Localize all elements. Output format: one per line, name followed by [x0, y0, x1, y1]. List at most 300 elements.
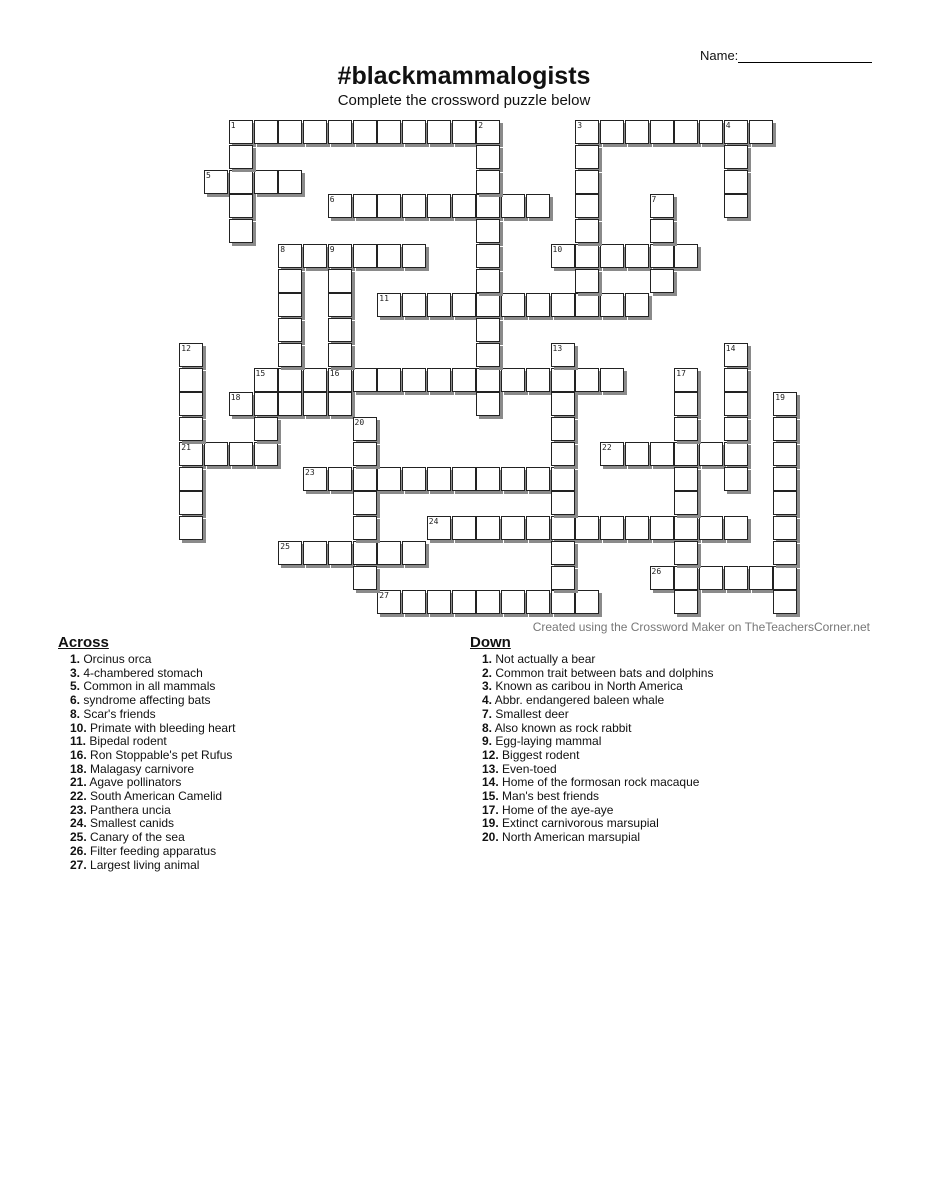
clue-num: 21.	[70, 775, 87, 790]
across-clues	[58, 634, 235, 872]
crossword-cell[interactable]	[575, 293, 599, 317]
crossword-cell[interactable]	[600, 368, 624, 392]
across-clue-list	[58, 653, 235, 872]
page-title: #blackmammalogists	[337, 62, 591, 90]
crossword-cell[interactable]	[278, 318, 302, 342]
clue-text: Biggest rodent	[498, 747, 580, 762]
crossword-cell[interactable]	[724, 368, 748, 392]
crossword-cell[interactable]	[674, 120, 698, 144]
crossword-cell[interactable]	[650, 516, 674, 540]
crossword-cell[interactable]	[501, 194, 525, 218]
down-clue	[482, 694, 713, 708]
clue-num: 25.	[70, 830, 87, 845]
clue-num: 16.	[70, 747, 87, 762]
down-clue	[482, 653, 713, 667]
crossword-cell[interactable]	[551, 392, 575, 416]
clue-text: Extinct carnivorous marsupial	[498, 816, 659, 831]
clue-number: 26	[651, 566, 662, 576]
crossword-cell[interactable]	[353, 442, 377, 466]
clue-text: 4-chambered stomach	[80, 665, 203, 680]
crossword-cell[interactable]	[600, 516, 624, 540]
clue-num: 17.	[482, 802, 499, 817]
clue-num: 1.	[482, 652, 493, 666]
crossword-cell[interactable]	[501, 293, 525, 317]
clue-number: 13	[552, 343, 563, 353]
clue-number: 16	[329, 368, 340, 378]
clue-number: 18	[230, 393, 241, 403]
crossword-cell[interactable]	[353, 194, 377, 218]
across-clue	[70, 653, 235, 667]
crossword-cell[interactable]	[674, 417, 698, 441]
crossword-cell[interactable]	[402, 541, 426, 565]
crossword-cell[interactable]	[278, 293, 302, 317]
crossword-cell[interactable]	[674, 541, 698, 565]
crossword-cell[interactable]	[773, 417, 797, 441]
clue-number: 25	[280, 541, 290, 551]
clue-number: 2	[478, 121, 484, 130]
crossword-cell[interactable]	[625, 293, 649, 317]
crossword-cell[interactable]	[179, 368, 203, 392]
crossword-cell[interactable]	[278, 392, 302, 416]
clue-number: 27	[379, 591, 389, 601]
crossword-cell[interactable]	[476, 293, 500, 317]
crossword-cell[interactable]	[476, 194, 500, 218]
across-clue	[70, 694, 235, 708]
clue-text: Also known as rock rabbit	[492, 720, 632, 735]
crossword-cell[interactable]	[749, 566, 773, 590]
down-clue	[482, 708, 713, 722]
crossword-cell[interactable]	[526, 467, 550, 491]
crossword-cell[interactable]	[179, 491, 203, 515]
crossword-cell[interactable]	[452, 120, 476, 144]
crossword-cell[interactable]	[402, 467, 426, 491]
across-clue	[70, 722, 235, 736]
crossword-cell[interactable]	[402, 194, 426, 218]
clue-text: Man's best friends	[498, 789, 600, 804]
crossword-cell[interactable]	[773, 491, 797, 515]
across-clue	[70, 735, 235, 749]
crossword-cell[interactable]	[476, 392, 500, 416]
crossword-cell[interactable]	[749, 120, 773, 144]
crossword-cell[interactable]	[427, 194, 451, 218]
crossword-cell[interactable]	[328, 343, 352, 367]
crossword-cell[interactable]	[328, 392, 352, 416]
crossword-cell[interactable]	[551, 467, 575, 491]
crossword-cell[interactable]	[229, 219, 253, 243]
clue-text: Smallest deer	[492, 706, 569, 721]
down-clue	[482, 680, 713, 694]
crossword-cell[interactable]	[427, 120, 451, 144]
crossword-cell[interactable]	[650, 269, 674, 293]
clue-num: 19.	[482, 816, 499, 831]
clue-number: 9	[329, 244, 335, 254]
crossword-cell[interactable]	[625, 244, 649, 268]
crossword-cell[interactable]	[650, 120, 674, 144]
crossword-cell[interactable]	[427, 368, 451, 392]
crossword-cell[interactable]	[674, 467, 698, 491]
crossword-cell[interactable]	[377, 368, 401, 392]
crossword-cell[interactable]	[476, 318, 500, 342]
clue-text: Scar's friends	[80, 706, 156, 721]
crossword-cell[interactable]	[501, 368, 525, 392]
crossword-cell[interactable]	[377, 244, 401, 268]
crossword-cell[interactable]	[724, 516, 748, 540]
crossword-cell[interactable]	[452, 368, 476, 392]
clue-num: 14.	[482, 775, 499, 790]
clue-number: 1	[230, 121, 236, 130]
crossword-cell[interactable]	[625, 120, 649, 144]
down-clue-list	[470, 653, 713, 845]
crossword-cell[interactable]	[179, 467, 203, 491]
crossword-cell[interactable]	[674, 516, 698, 540]
clue-number: 7	[651, 195, 657, 205]
crossword-cell[interactable]	[625, 442, 649, 466]
crossword-cell[interactable]	[674, 491, 698, 515]
clue-text: Abbr. endangered baleen whale	[492, 693, 665, 708]
crossword-cell[interactable]	[328, 541, 352, 565]
name-label: Name:	[700, 48, 739, 63]
crossword-cell[interactable]	[773, 467, 797, 491]
crossword-cell[interactable]	[254, 170, 278, 194]
down-clue	[482, 763, 713, 777]
crossword-cell[interactable]	[551, 293, 575, 317]
crossword-cell[interactable]	[575, 145, 599, 169]
crossword-cell[interactable]	[402, 293, 426, 317]
crossword-cell[interactable]	[476, 590, 500, 614]
crossword-cell[interactable]	[551, 442, 575, 466]
crossword-cell[interactable]	[699, 120, 723, 144]
crossword-cell[interactable]	[551, 541, 575, 565]
down-clue	[482, 749, 713, 763]
crossword-cell[interactable]	[575, 244, 599, 268]
crossword-cell[interactable]	[526, 194, 550, 218]
clue-num: 9.	[482, 734, 493, 749]
crossword-cell[interactable]	[674, 244, 698, 268]
crossword-cell[interactable]	[476, 467, 500, 491]
crossword-cell[interactable]	[674, 442, 698, 466]
clue-text: Home of the formosan rock macaque	[498, 775, 700, 790]
crossword-cell[interactable]	[699, 442, 723, 466]
crossword-cell[interactable]	[427, 467, 451, 491]
credit-text: Created using the Crossword Maker on TheTeachersCorner.net	[532, 620, 870, 634]
clue-num: 4.	[482, 693, 493, 708]
across-clue	[70, 680, 235, 694]
clue-num: 13.	[482, 761, 499, 776]
page-subtitle: Complete the crossword puzzle below	[337, 92, 591, 109]
crossword-cell[interactable]	[328, 293, 352, 317]
clue-number: 23	[305, 467, 315, 477]
crossword-cell[interactable]	[724, 417, 748, 441]
crossword-cell[interactable]	[179, 417, 203, 441]
crossword-cell[interactable]	[575, 219, 599, 243]
clue-text: Home of the aye-aye	[498, 802, 614, 817]
clue-text: Common trait between bats and dolphins	[492, 665, 714, 680]
crossword-cell[interactable]	[551, 566, 575, 590]
clue-text: Largest living animal	[86, 857, 200, 872]
clue-num: 6.	[70, 693, 81, 708]
crossword-cell[interactable]	[575, 590, 599, 614]
crossword-cell[interactable]	[328, 269, 352, 293]
crossword-cell[interactable]	[179, 392, 203, 416]
clue-num: 11.	[70, 734, 87, 749]
crossword-cell[interactable]	[476, 219, 500, 243]
crossword-cell[interactable]	[575, 516, 599, 540]
down-clue	[482, 817, 713, 831]
down-clue	[482, 722, 713, 736]
crossword-cell[interactable]	[402, 368, 426, 392]
crossword-cell[interactable]	[650, 442, 674, 466]
clue-text: Not actually a bear	[492, 652, 596, 666]
crossword-cell[interactable]	[600, 293, 624, 317]
crossword-cell[interactable]	[773, 590, 797, 614]
crossword-cell[interactable]	[254, 120, 278, 144]
crossword-cell[interactable]	[699, 516, 723, 540]
clue-num: 20.	[482, 830, 499, 845]
crossword-cell[interactable]	[377, 194, 401, 218]
down-clue	[482, 804, 713, 818]
crossword-cell[interactable]	[551, 368, 575, 392]
crossword-cell[interactable]	[452, 467, 476, 491]
across-clue	[70, 859, 235, 873]
clue-number: 4	[725, 121, 731, 130]
crossword-cell[interactable]	[724, 194, 748, 218]
crossword-cell[interactable]	[476, 145, 500, 169]
clue-text: Malagasy carnivore	[86, 761, 195, 776]
crossword-cell[interactable]	[377, 541, 401, 565]
crossword-cell[interactable]	[452, 293, 476, 317]
clue-text: Even-toed	[498, 761, 557, 776]
crossword-cell[interactable]	[575, 368, 599, 392]
clue-num: 22.	[70, 789, 87, 804]
clue-num: 8.	[70, 706, 81, 721]
crossword-cell[interactable]	[254, 392, 278, 416]
crossword-cell[interactable]	[551, 590, 575, 614]
crossword-cell[interactable]	[773, 516, 797, 540]
crossword-cell[interactable]	[353, 244, 377, 268]
crossword-cell[interactable]	[575, 269, 599, 293]
clue-number: 15	[255, 368, 266, 378]
crossword-cell[interactable]	[254, 442, 278, 466]
crossword-cell[interactable]	[674, 566, 698, 590]
clue-num: 12.	[482, 747, 499, 762]
crossword-cell[interactable]	[699, 566, 723, 590]
crossword-cell[interactable]	[575, 194, 599, 218]
clue-num: 2.	[482, 665, 493, 680]
clue-number: 21	[181, 442, 191, 452]
crossword-cell[interactable]	[452, 194, 476, 218]
crossword-cell[interactable]	[353, 120, 377, 144]
clue-text: syndrome affecting bats	[80, 693, 211, 708]
crossword-cell[interactable]	[551, 491, 575, 515]
crossword-cell[interactable]	[179, 516, 203, 540]
crossword-cell[interactable]	[650, 219, 674, 243]
clue-text: Filter feeding apparatus	[86, 843, 217, 858]
crossword-cell[interactable]	[773, 566, 797, 590]
crossword-cell[interactable]	[427, 293, 451, 317]
crossword-cell[interactable]	[278, 343, 302, 367]
clue-number: 5	[206, 170, 211, 180]
down-clues	[470, 634, 713, 845]
crossword-cell[interactable]	[600, 120, 624, 144]
down-clue	[482, 776, 713, 790]
crossword-cell[interactable]	[353, 368, 377, 392]
clue-num: 26.	[70, 843, 87, 858]
crossword-cell[interactable]	[476, 343, 500, 367]
crossword-cell[interactable]	[526, 590, 550, 614]
clue-text: Agave pollinators	[86, 775, 182, 790]
across-clue	[70, 804, 235, 818]
crossword-cell[interactable]	[303, 541, 327, 565]
clue-text: Egg-laying mammal	[492, 734, 602, 749]
across-heading: Across	[58, 634, 109, 651]
clue-num: 3.	[482, 679, 493, 694]
crossword-cell[interactable]	[476, 269, 500, 293]
clue-text: South American Camelid	[86, 789, 223, 804]
crossword-cell[interactable]	[254, 417, 278, 441]
crossword-cell[interactable]	[229, 170, 253, 194]
crossword-cell[interactable]	[724, 170, 748, 194]
down-clue	[482, 667, 713, 681]
clue-text: Known as caribou in North America	[492, 679, 683, 694]
crossword-cell[interactable]	[724, 467, 748, 491]
crossword-cell[interactable]	[303, 368, 327, 392]
crossword-cell[interactable]	[551, 417, 575, 441]
clue-number: 22	[602, 442, 612, 452]
crossword-cell[interactable]	[724, 442, 748, 466]
crossword-cell[interactable]	[328, 318, 352, 342]
crossword-cell[interactable]	[625, 516, 649, 540]
clue-text: Bipedal rodent	[86, 734, 167, 749]
clue-text: Primate with bleeding heart	[86, 720, 236, 735]
across-clue	[70, 776, 235, 790]
crossword-cell[interactable]	[353, 541, 377, 565]
clue-num: 1.	[70, 652, 81, 666]
crossword-cell[interactable]	[402, 590, 426, 614]
crossword-cell[interactable]	[501, 516, 525, 540]
crossword-cell[interactable]	[600, 244, 624, 268]
crossword-cell[interactable]	[377, 467, 401, 491]
crossword-cell[interactable]	[452, 590, 476, 614]
crossword-cell[interactable]	[402, 120, 426, 144]
across-clue	[70, 763, 235, 777]
crossword-cell[interactable]	[674, 392, 698, 416]
down-clue	[482, 831, 713, 845]
crossword-cell[interactable]	[427, 590, 451, 614]
clue-num: 3.	[70, 665, 81, 680]
clue-num: 27.	[70, 857, 87, 872]
crossword-cell[interactable]	[526, 516, 550, 540]
clue-text: Orcinus orca	[80, 652, 152, 666]
crossword-cell[interactable]	[650, 244, 674, 268]
crossword-cell[interactable]	[501, 590, 525, 614]
crossword-cell[interactable]	[204, 442, 228, 466]
crossword-cell[interactable]	[476, 170, 500, 194]
clue-number: 20	[354, 418, 365, 427]
crossword-cell[interactable]	[353, 566, 377, 590]
clue-num: 7.	[482, 706, 493, 721]
clue-text: North American marsupial	[498, 830, 641, 845]
crossword-cell[interactable]	[353, 491, 377, 515]
crossword-cell[interactable]	[278, 170, 302, 194]
crossword-cell[interactable]	[353, 467, 377, 491]
crossword-cell[interactable]	[526, 293, 550, 317]
crossword-cell[interactable]	[526, 368, 550, 392]
clue-number: 19	[775, 393, 785, 403]
crossword-cell[interactable]	[551, 516, 575, 540]
crossword-cell[interactable]	[724, 392, 748, 416]
clue-text: Smallest canids	[86, 816, 175, 831]
crossword-cell[interactable]	[278, 368, 302, 392]
crossword-cell[interactable]	[229, 442, 253, 466]
clue-num: 24.	[70, 816, 87, 831]
crossword-cell[interactable]	[278, 120, 302, 144]
across-clue	[70, 749, 235, 763]
clue-num: 8.	[482, 720, 493, 735]
down-clue	[482, 790, 713, 804]
crossword-cell[interactable]	[452, 516, 476, 540]
clue-number: 24	[428, 517, 439, 526]
across-clue	[70, 790, 235, 804]
clue-text: Ron Stoppable's pet Rufus	[86, 747, 233, 762]
crossword-cell[interactable]	[476, 368, 500, 392]
crossword-cell[interactable]	[402, 244, 426, 268]
clue-num: 15.	[482, 789, 499, 804]
clue-number: 3	[577, 121, 583, 130]
across-clue	[70, 667, 235, 681]
clue-text: Common in all mammals	[80, 679, 216, 694]
crossword-cell[interactable]	[303, 120, 327, 144]
across-clue	[70, 845, 235, 859]
crossword-cell[interactable]	[377, 120, 401, 144]
clue-number: 14	[725, 343, 736, 353]
down-heading: Down	[470, 634, 511, 651]
across-clue	[70, 708, 235, 722]
clue-number: 17	[676, 368, 686, 378]
crossword-cell[interactable]	[328, 467, 352, 491]
clue-number: 11	[379, 294, 389, 304]
clue-text: Canary of the sea	[86, 830, 185, 845]
clue-number: 8	[280, 244, 286, 254]
clue-num: 18.	[70, 761, 87, 776]
clue-num: 23.	[70, 802, 87, 817]
crossword-cell[interactable]	[476, 516, 500, 540]
crossword-cell[interactable]	[229, 145, 253, 169]
crossword-cell[interactable]	[303, 244, 327, 268]
crossword-cell[interactable]	[773, 442, 797, 466]
across-clue	[70, 831, 235, 845]
clue-num: 5.	[70, 679, 81, 694]
crossword-cell[interactable]	[575, 170, 599, 194]
clue-number: 10	[552, 244, 563, 254]
crossword-cell[interactable]	[724, 145, 748, 169]
down-clue	[482, 735, 713, 749]
across-clue	[70, 817, 235, 831]
crossword-cell[interactable]	[353, 516, 377, 540]
clue-number: 6	[329, 195, 335, 205]
clue-num: 10.	[70, 720, 87, 735]
clue-number: 12	[181, 343, 191, 353]
crossword-cell[interactable]	[724, 566, 748, 590]
crossword-cell[interactable]	[278, 269, 302, 293]
clue-text: Panthera uncia	[86, 802, 171, 817]
crossword-cell[interactable]	[674, 590, 698, 614]
crossword-cell[interactable]	[501, 467, 525, 491]
crossword-cell[interactable]	[229, 194, 253, 218]
crossword-cell[interactable]	[328, 120, 352, 144]
crossword-cell[interactable]	[476, 244, 500, 268]
crossword-cell[interactable]	[303, 392, 327, 416]
crossword-cell[interactable]	[773, 541, 797, 565]
